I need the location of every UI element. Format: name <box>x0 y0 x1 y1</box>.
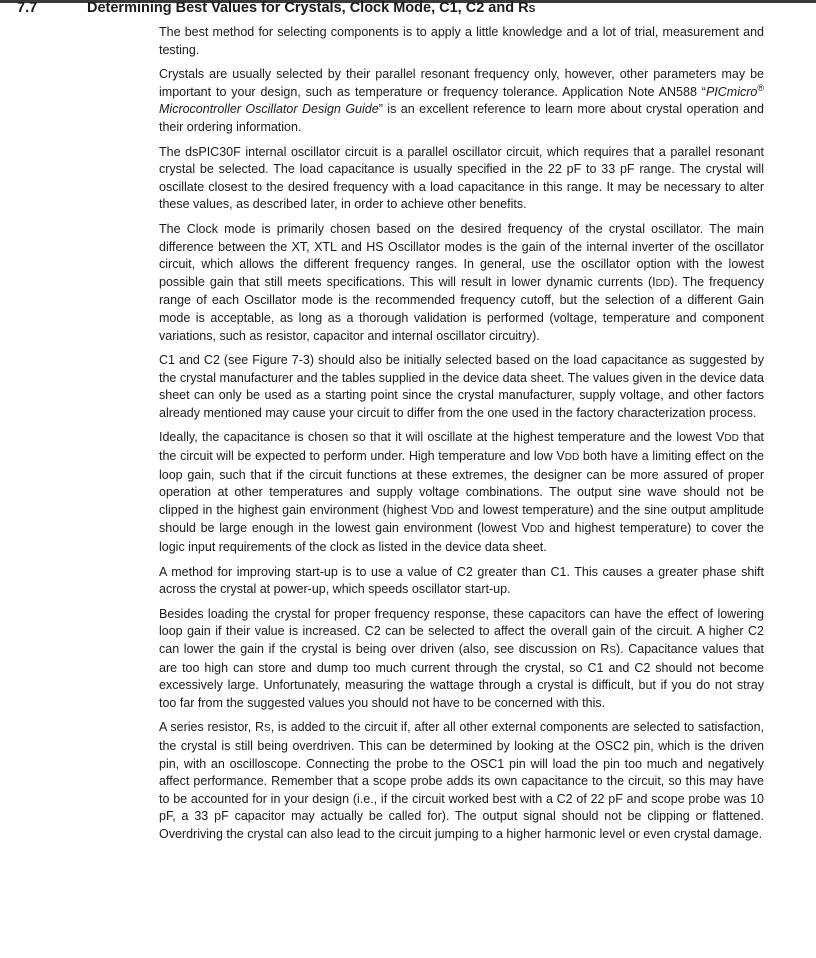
paragraph-loading <box>159 606 764 713</box>
paragraph-clock-mode <box>159 221 764 345</box>
paragraph-capacitance <box>159 429 764 556</box>
text-run: that the circuit will be expected to perform under. High temperature and low V <box>159 430 765 464</box>
text-run: The Clock mode is primarily chosen based on the desired frequency of the crystal oscillator. The main difference between the XT, XTL and HS Oscillator modes is the gain of the internal inverter of the oscillator circuit, which allows the different frequency ranges. In general, use the oscillator option with the lowest possible gain that still meets specifications. This will result in lower dynamic currents (I <box>159 221 764 289</box>
text-run: Besides loading the crystal for proper frequency response, these capacitors can have the effect of lowering loop gain if their value is increased. C2 can be selected to affect the overall gain of the circuit. A higher C2 can lower the gain if the crystal is being over driven (also, see discussion on R <box>159 606 764 656</box>
subscript: S <box>609 645 616 656</box>
text-run: ). The frequency range of each Oscillator mode is the recommended frequency cutoff, but the selection of a different Gain mode is acceptable, as long as a thorough validation is performed (voltage, temperature and component variations, such as resistor, capacitor and internal oscillator circuitry). <box>159 274 765 343</box>
text-run: both have a limiting effect on the loop gain, such that if the circuit functions at these extremes, the designer can be more assured of proper operation at other temperatures and supply voltage combinations. The output sine wave should not be clipped in the highest gain environment (highest V <box>159 449 764 517</box>
text-run: , is added to the circuit if, after all other external components are selected to satisfaction, the crystal is still being overdriven. This can be determined by looking at the OSC2 pin, which is the driven pin, with an oscilloscope. Connecting the probe to the OSC1 pin will load the pin too much and negatively affect performance. Remember that a scope probe adds its own capacitance to the circuit, so this may have to be accounted for in your design (i.e., if the circuit worked best with a C2 of 22 pF and scope probe was 10 pF, a 33 pF capacitor may actually be called for). The output signal should not be clipping or flattened. Overdriving the crystal can also lead to the circuit jumping to a higher harmonic level or even crystal damage. <box>159 720 764 841</box>
italic-run: PICmicro <box>705 84 758 99</box>
subscript: DD <box>439 505 454 517</box>
subscript: DD <box>655 277 671 289</box>
paragraph-start-up: A method for improving start-up is to use a value of C2 greater than C1. This causes a greater phase shift across the crystal at power-up, which speeds oscillator start-up. <box>159 564 764 597</box>
text-run: ). Capacitance values that are too high can store and dump too much current through the crystal, so C1 and C2 should not become excessively large. Unfortunately, measuring the wattage through a crystal is difficult, but if you do not stray too far from the suggested values you should not have to be concerned with this. <box>159 642 764 710</box>
registered-mark: ® <box>757 82 764 93</box>
text-run: ” is an excellent reference to learn more about crystal operation and their ordering information. <box>159 102 764 134</box>
text-run: Crystals are usually selected by their parallel resonant frequency only, however, other parameters may be important to your design, such as temperature or frequency tolerance. Application Note AN588 “ <box>159 67 764 99</box>
text-run: and lowest temperature) and the sine output amplitude should be large enough in the lowest gain environment (lowest V <box>159 502 764 536</box>
text-run: and highest temperature) to cover the logic input requirements of the clock as listed in the device data sheet. <box>159 521 764 555</box>
subscript: S <box>264 723 271 735</box>
paragraph-crystals <box>159 66 764 136</box>
paragraph-series-resistor <box>159 719 764 843</box>
paragraph-oscillator-circuit: The dsPIC30F internal oscillator circuit is a parallel oscillator circuit, which requires that a parallel resonant crystal be selected. The load capacitance is usually specified in the 22 pF to 33 pF range. The crystal will oscillate closest to the desired frequency with a load capacitance in this range. It may be necessary to alter these values, as described later, in order to achieve other benefits. <box>159 144 764 212</box>
text-run: Ideally, the capacitance is chosen so that it will oscillate at the highest temperature and the lowest V <box>159 430 725 445</box>
body-text <box>159 24 764 851</box>
section-number: 7.7 <box>17 0 38 16</box>
subscript: DD <box>529 524 545 536</box>
section-title-text: Determining Best Values for Crystals, Clock Mode, C1, C2 and R <box>87 0 529 16</box>
paragraph-c1-c2: C1 and C2 (see Figure 7-3) should also be initially selected based on the load capacitance as suggested by the crystal manufacturer and the tables supplied in the device data sheet. The values given in the device data sheet can only be used as a starting point since the crystal manufacturer, supply voltage, and other factors already mentioned may cause your circuit to differ from the one used in the factory characterization process. <box>159 353 764 420</box>
paragraph-method: The best method for selecting components is to apply a little knowledge and a lot of trial, measurement and testing. <box>159 25 764 57</box>
italic-run: Microcontroller Oscillator Design Guide <box>159 102 379 117</box>
section-title-subscript: S <box>528 4 536 15</box>
subscript: DD <box>564 452 580 464</box>
section-title <box>87 0 535 18</box>
subscript: DD <box>724 433 739 445</box>
text-run: A series resistor, R <box>159 720 265 735</box>
